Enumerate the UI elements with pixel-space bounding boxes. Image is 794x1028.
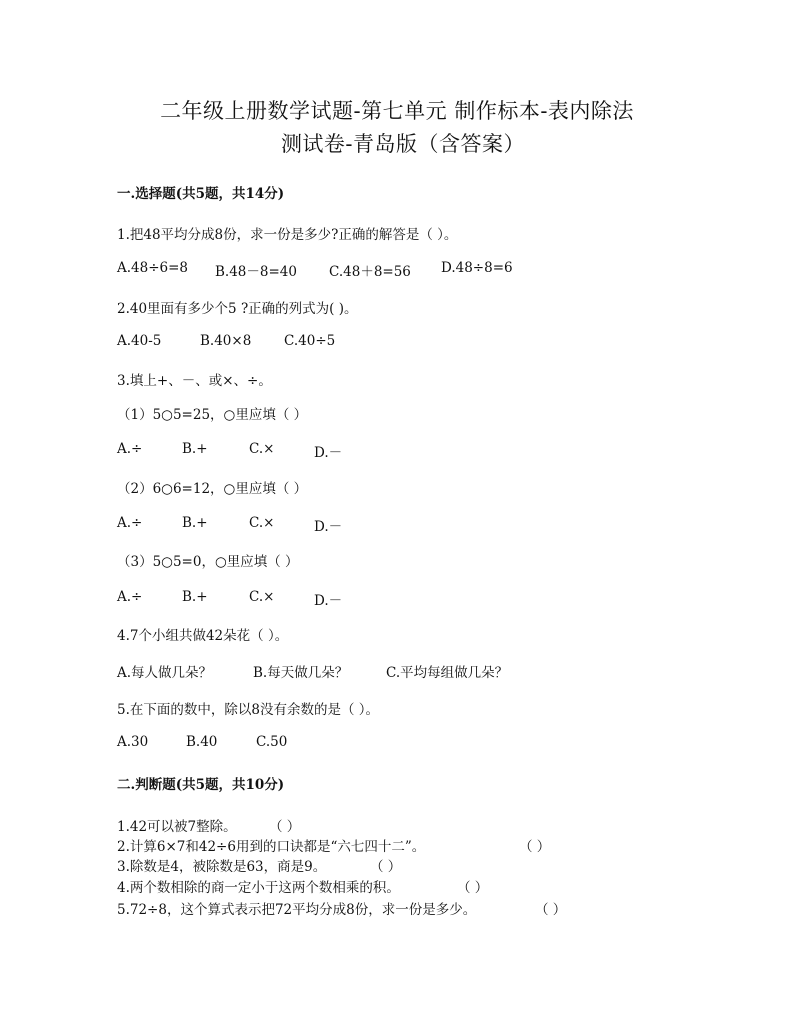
judgment-item-4 xyxy=(117,876,489,896)
option-d[interactable]: D.－ xyxy=(314,445,343,461)
section-heading-true-false: 二.判断题(共5题，共10分) xyxy=(117,777,285,793)
option-a[interactable]: A.÷ xyxy=(117,515,143,531)
document-title-line-2: 测试卷-青岛版（含答案） xyxy=(280,132,526,156)
question-3-sub-1-options xyxy=(117,441,357,459)
option-a[interactable]: A.40-5 xyxy=(117,333,162,349)
question-4-text: 4.7个小组共做42朵花（ ）。 xyxy=(117,628,289,644)
answer-blank[interactable]: （ ） xyxy=(519,839,551,855)
judgment-item-5 xyxy=(117,898,567,918)
question-1-options xyxy=(117,260,537,278)
option-a[interactable]: A.48÷6=8 xyxy=(117,260,189,276)
option-c[interactable]: C.× xyxy=(249,589,275,605)
option-d[interactable]: D.－ xyxy=(314,593,343,609)
option-b[interactable]: B.+ xyxy=(182,441,208,457)
answer-blank[interactable]: （ ） xyxy=(269,819,301,835)
option-c[interactable]: C.× xyxy=(249,441,275,457)
question-3-sub-3: （3）5○5=0，○里应填（ ） xyxy=(117,554,299,570)
option-b[interactable]: B.40 xyxy=(186,734,218,750)
question-1-text: 1.把48平均分成8份，求一份是多少?正确的解答是（ ）。 xyxy=(117,227,458,243)
question-3-sub-3-options xyxy=(117,589,357,607)
option-c[interactable]: C.40÷5 xyxy=(284,333,336,349)
judgment-item-3 xyxy=(117,855,402,875)
option-a[interactable]: A.每人做几朵？ xyxy=(117,665,213,681)
option-b[interactable]: B.+ xyxy=(182,589,208,605)
question-3-sub-2-options xyxy=(117,515,357,533)
answer-blank[interactable]: （ ） xyxy=(535,902,567,918)
answer-blank[interactable]: （ ） xyxy=(370,859,402,875)
question-2-options xyxy=(117,333,377,351)
option-a[interactable]: A.30 xyxy=(117,734,149,750)
question-3-sub-1: （1）5○5=25，○里应填（ ） xyxy=(117,407,308,423)
option-d[interactable]: D.48÷8=6 xyxy=(441,260,513,276)
judgment-item-text: 5.72÷8，这个算式表示把72平均分成8份，求一份是多少。 xyxy=(117,902,477,918)
option-c[interactable]: C.48＋8=56 xyxy=(329,264,411,280)
judgment-item-text: 2.计算6×7和42÷6用到的口诀都是“六七四十二”。 xyxy=(117,839,426,855)
answer-blank[interactable]: （ ） xyxy=(457,880,489,896)
option-c[interactable]: C.× xyxy=(249,515,275,531)
option-a[interactable]: A.÷ xyxy=(117,589,143,605)
section-heading-multiple-choice: 一.选择题(共5题，共14分) xyxy=(117,186,285,202)
option-c[interactable]: C.50 xyxy=(256,734,288,750)
question-3-sub-2: （2）6○6=12，○里应填（ ） xyxy=(117,481,308,497)
option-b[interactable]: B.40×8 xyxy=(200,333,252,349)
judgment-item-text: 3.除数是4，被除数是63，商是9。 xyxy=(117,859,327,875)
option-b[interactable]: B.+ xyxy=(182,515,208,531)
question-4-options xyxy=(117,661,537,679)
option-d[interactable]: D.－ xyxy=(314,519,343,535)
judgment-item-text: 1.42可以被7整除。 xyxy=(117,819,237,835)
option-b[interactable]: B.48－8=40 xyxy=(215,264,297,280)
judgment-item-2 xyxy=(117,835,551,855)
judgment-item-1 xyxy=(117,815,301,835)
question-2-text: 2.40里面有多少个5 ?正确的列式为( )。 xyxy=(117,301,358,317)
question-5-text: 5.在下面的数中，除以8没有余数的是（ ）。 xyxy=(117,702,380,718)
option-b[interactable]: B.每天做几朵？ xyxy=(253,665,349,681)
document-title-line-1: 二年级上册数学试题-第七单元 制作标本-表内除法 xyxy=(160,99,634,123)
question-5-options xyxy=(117,734,317,752)
option-c[interactable]: C.平均每组做几朵？ xyxy=(386,665,509,681)
option-a[interactable]: A.÷ xyxy=(117,441,143,457)
question-3-text: 3.填上+、－、或×、÷。 xyxy=(117,373,272,389)
judgment-item-text: 4.两个数相除的商一定小于这两个数相乘的积。 xyxy=(117,880,400,896)
